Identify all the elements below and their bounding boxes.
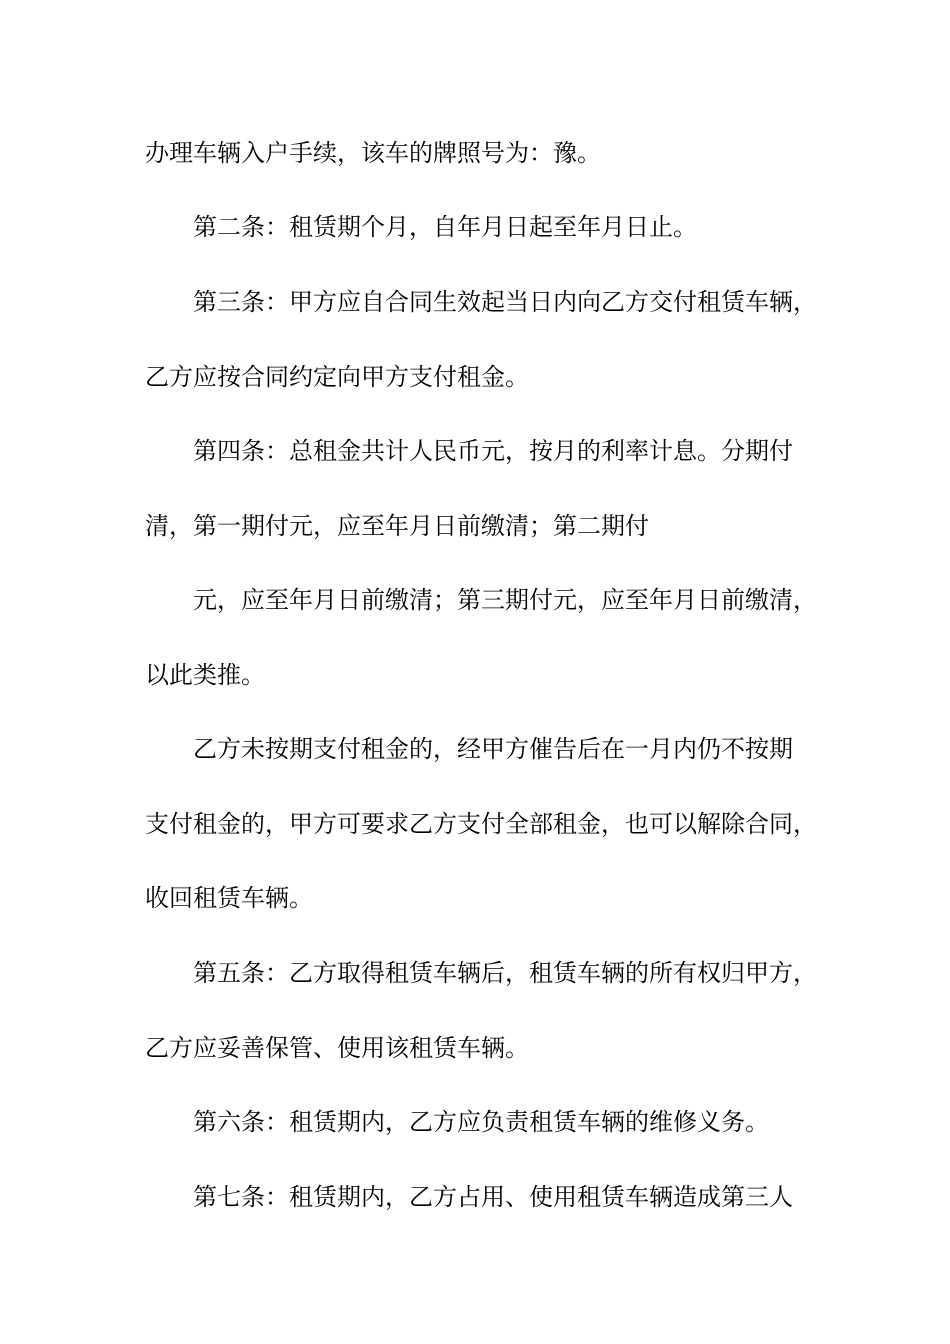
clause-5-line-2: 乙方应妥善保管、使用该租赁车辆。 bbox=[145, 1034, 529, 1062]
clause-4-line-4: 以此类推。 bbox=[145, 661, 265, 689]
clause-4-line-2: 清，第一期付元，应至年月日前缴清；第二期付 bbox=[145, 512, 649, 540]
clause-4-line-1: 第四条：总租金共计人民币元，按月的利率计息。分期付 bbox=[193, 437, 793, 465]
text-line-1: 办理车辆入户手续，该车的牌照号为：豫。 bbox=[145, 139, 601, 167]
late-payment-line-3: 收回租赁车辆。 bbox=[145, 884, 313, 912]
clause-4-line-3: 元，应至年月日前缴清；第三期付元，应至年月日前缴清， bbox=[193, 586, 817, 614]
clause-6-line: 第六条：租赁期内，乙方应负责租赁车辆的维修义务。 bbox=[193, 1108, 769, 1136]
late-payment-line-1: 乙方未按期支付租金的，经甲方催告后在一月内仍不按期 bbox=[193, 735, 793, 763]
clause-7-line-1: 第七条：租赁期内，乙方占用、使用租赁车辆造成第三人 bbox=[193, 1183, 793, 1211]
clause-5-line-1: 第五条：乙方取得租赁车辆后，租赁车辆的所有权归甲方， bbox=[193, 959, 817, 987]
clause-3-line-2: 乙方应按合同约定向甲方支付租金。 bbox=[145, 363, 529, 391]
clause-2-line: 第二条：租赁期个月，自年月日起至年月日止。 bbox=[193, 213, 697, 241]
late-payment-line-2: 支付租金的，甲方可要求乙方支付全部租金，也可以解除合同， bbox=[145, 810, 817, 838]
clause-3-line-1: 第三条：甲方应自合同生效起当日内向乙方交付租赁车辆， bbox=[193, 288, 817, 316]
